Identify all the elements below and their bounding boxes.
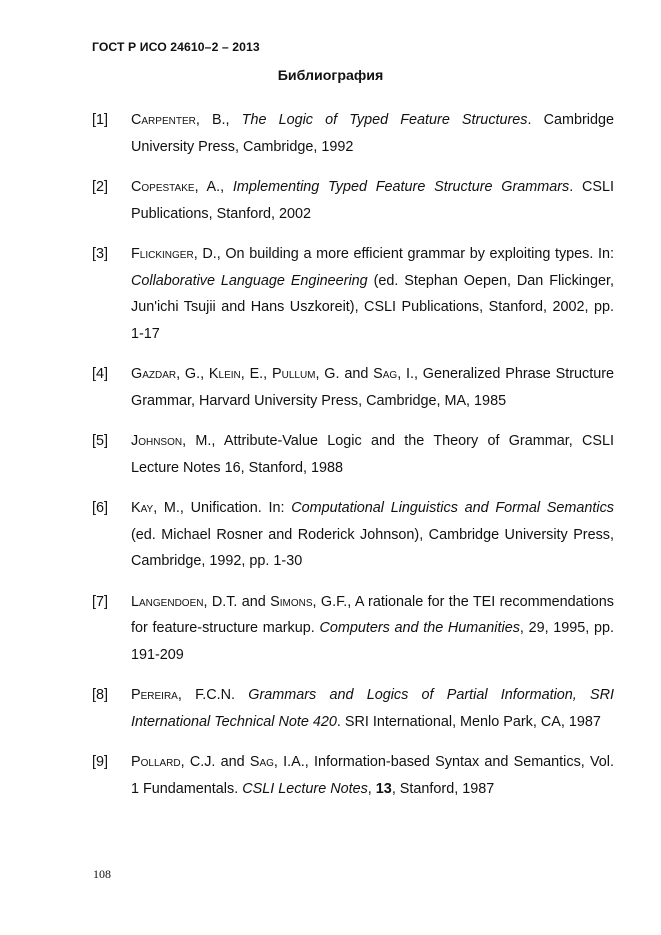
reference-text [131,749,614,802]
reference-number: [6] [92,500,108,516]
reference-text-segment: , G. and [315,366,374,382]
reference-text-segment: , M., Attribute-Value Logic and the Theory of Grammar, CSLI Lecture Notes 16, Stanford, 1988 [131,433,614,476]
reference-text [131,495,614,575]
reference-text-segment: , C.J. and [180,754,250,770]
reference-list [92,107,614,816]
reference-number: [9] [92,754,108,770]
reference-text-segment: , 29, 1995, pp. 191-209 [131,620,615,663]
reference-text-segment: , D.T. and [203,593,271,610]
reference-item [92,495,614,575]
reference-text-segment: , F.C.N. [177,687,249,703]
reference-number: [3] [92,246,108,262]
author-name: Sag [373,366,398,382]
reference-text [131,174,614,227]
publication-title: Implementing Typed Feature Structure Grammars [232,179,570,195]
volume-number: 13 [375,780,392,797]
reference-text [131,107,614,160]
reference-text-segment: , M., Unification. In: [153,500,292,516]
reference-text [131,682,614,735]
reference-item [92,107,614,160]
reference-text-segment: (ed. Stephan Oepen, Dan Flickinger, Jun'ichi Tsujii and Hans Uszkoreit), CSLI Publications, Stanford, 2002, pp. 1-17 [131,272,614,342]
reference-item [92,682,614,735]
reference-text-segment: , I.A., Information-based Syntax and Semantics, Vol. 1 Fundamentals. [131,754,614,797]
reference-item [92,361,614,414]
reference-item [92,749,614,802]
author-name: Gazdar [131,366,177,382]
reference-text-segment: , G.F., A rationale for the TEI recommendations for feature-structure markup. [131,593,614,636]
reference-text-segment: , I., Generalized Phrase Structure Grammar, Harvard University Press, Cambridge, MA, 1985 [131,366,615,409]
author-name: Klein [208,366,241,382]
reference-text-segment: , [367,780,376,797]
page-number: 108 [93,867,111,881]
reference-text-segment: , D., On building a more efficient grammar by exploiting types. In: [193,246,614,262]
bibliography-title: Библиография [277,68,384,84]
reference-item [92,241,614,347]
reference-text-segment: . Cambridge University Press, Cambridge, 1992 [131,112,615,155]
reference-item [92,174,614,227]
reference-text-segment: , E., [240,366,272,382]
author-name: Simons [270,593,313,610]
reference-item [92,428,614,481]
publication-title: Computers and the Humanities [319,620,520,636]
reference-text-segment: , G., [176,366,209,382]
reference-text [131,428,614,481]
publication-title: CSLI Lecture Notes [242,780,368,797]
publication-title: Collaborative Language Engineering [131,272,368,289]
reference-text-segment: , A., [194,179,233,195]
author-name: Pullum [272,366,316,382]
author-name: Kay [131,500,154,516]
reference-number: [2] [92,179,108,195]
reference-text-segment: . CSLI Publications, Stanford, 2002 [131,179,614,222]
author-name: Copestake [131,179,195,195]
reference-number: [7] [92,593,108,610]
reference-text-segment: (ed. Michael Rosner and Roderick Johnson), Cambridge University Press, Cambridge, 1992, pp. 1-30 [131,526,614,569]
author-name: Flickinger [131,246,194,262]
publication-title: Computational Linguistics and Formal Semantics [291,500,614,516]
reference-number: [8] [92,687,108,703]
author-name: Johnson [131,433,183,449]
reference-item [92,589,614,669]
author-name: Pollard [131,754,181,770]
publication-title: The Logic of Typed Feature Structures [241,112,528,128]
document-header: ГОСТ Р ИСО 24610–2 – 2013 [92,40,260,54]
author-name: Carpenter [131,112,196,128]
reference-number: [5] [92,433,108,449]
reference-text [131,589,614,669]
author-name: Pereira [131,687,178,703]
reference-number: [4] [92,366,108,382]
author-name: Sag [249,754,274,770]
reference-text [131,241,614,347]
reference-text [131,361,614,414]
publication-title: Grammars and Logics of Partial Information, SRI International Technical Note 420 [131,687,614,730]
reference-text-segment: . SRI International, Menlo Park, CA, 1987 [336,713,601,730]
reference-text-segment: , Stanford, 1987 [391,780,495,797]
reference-number: [1] [92,112,108,128]
author-name: Langendoen [131,593,204,610]
reference-text-segment: , B., [195,112,242,128]
